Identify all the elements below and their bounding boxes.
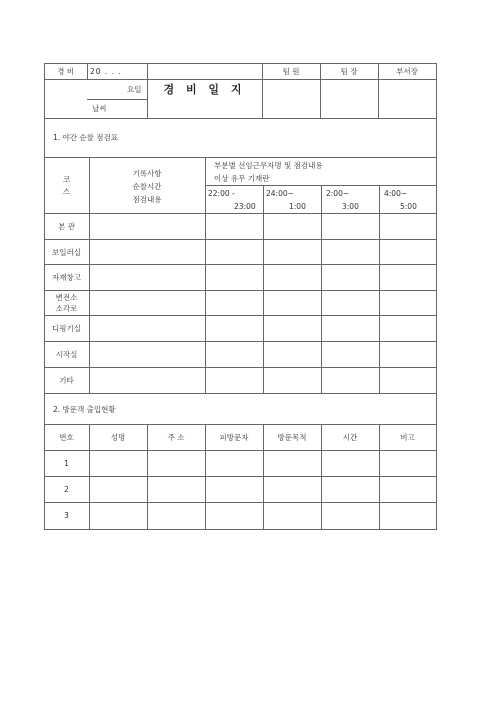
course-row-incinerator: 소각로 bbox=[55, 304, 78, 313]
visitor-row-number: 2 bbox=[64, 485, 69, 494]
time-slot-3-start: 2:00~ bbox=[326, 189, 350, 198]
visitor-row-number: 1 bbox=[64, 459, 69, 468]
header-col-line bbox=[87, 63, 88, 79]
course-label-line1: 코 bbox=[62, 175, 71, 184]
weather-label: 날씨 bbox=[92, 104, 107, 113]
patrol-col-line bbox=[205, 157, 206, 393]
approval-team-member: 팀 원 bbox=[282, 67, 300, 76]
course-row-other: 기타 bbox=[59, 376, 74, 385]
patrol-title-line bbox=[44, 157, 437, 158]
patrol-bottom-line bbox=[44, 393, 437, 394]
visitor-col-host: 피방문자 bbox=[219, 433, 249, 442]
approval-team-leader: 팀 장 bbox=[340, 67, 358, 76]
time-slot-1-start: 22:00 - bbox=[208, 189, 235, 198]
weekday-label: 요일 bbox=[127, 85, 142, 94]
course-label-line2: 스 bbox=[62, 187, 71, 196]
course-row-dipping-room: 디핑기실 bbox=[52, 324, 81, 333]
header-bottom-line bbox=[44, 118, 437, 119]
visitor-section-title: 2. 방문객 출입현황 bbox=[53, 405, 116, 414]
time-slot-4-start: 4:00~ bbox=[384, 189, 408, 198]
record-label-line3: 점검내용 bbox=[132, 195, 162, 204]
approval-sign-box-dept-head[interactable] bbox=[379, 80, 435, 117]
patrol-col-line bbox=[321, 185, 322, 393]
worker-note-line2: 이상 유무 기재란 bbox=[214, 174, 270, 183]
time-slot-1-end: 23:00 bbox=[234, 202, 256, 211]
course-row-boiler-room: 보일러실 bbox=[52, 248, 81, 257]
form-border-bottom bbox=[44, 529, 437, 530]
course-row-substation: 변전소 bbox=[55, 293, 78, 302]
form-border-right bbox=[436, 63, 437, 530]
record-label-line2: 순찰시간 bbox=[132, 182, 162, 191]
approval-sign-box-team-member[interactable] bbox=[263, 80, 319, 117]
worker-note-line1: 부분별 선임근무자명 및 점검내용 bbox=[214, 161, 323, 170]
patrol-section-title: 1. 야간 순찰 점검표 bbox=[53, 133, 119, 142]
time-slot-4-end: 5:00 bbox=[400, 202, 417, 211]
visitor-col-time: 시간 bbox=[342, 433, 358, 442]
time-slot-2-end: 1:00 bbox=[289, 202, 306, 211]
time-slot-2-start: 24:00~ bbox=[266, 189, 294, 198]
patrol-col-line bbox=[89, 157, 90, 393]
time-slot-3-end: 3:00 bbox=[342, 202, 359, 211]
patrol-col-line bbox=[379, 185, 380, 393]
course-row-material-warehouse: 자재창고 bbox=[52, 273, 81, 282]
patrol-col-line bbox=[263, 185, 264, 393]
visitor-col-purpose: 방문목적 bbox=[277, 433, 307, 442]
header-date-divider bbox=[87, 99, 147, 100]
date-field[interactable]: 20 . . . bbox=[90, 67, 122, 76]
visitor-col-name: 성명 bbox=[110, 433, 126, 442]
approval-sign-box-team-leader[interactable] bbox=[321, 80, 377, 117]
page-title: 경 비 일 지 bbox=[163, 83, 246, 96]
visitor-col-number: 번호 bbox=[59, 433, 74, 442]
course-row-prototype-room: 시작실 bbox=[55, 350, 78, 359]
course-row-main-building: 본 관 bbox=[58, 222, 75, 231]
record-label-line1: 기록사항 bbox=[132, 169, 162, 178]
visitor-row-number: 3 bbox=[64, 511, 69, 520]
approval-dept-head: 부서장 bbox=[396, 67, 418, 76]
guard-label: 경 비 bbox=[57, 67, 74, 76]
visitor-col-remarks: 비고 bbox=[400, 433, 415, 442]
visitor-col-address: 주 소 bbox=[167, 433, 185, 442]
